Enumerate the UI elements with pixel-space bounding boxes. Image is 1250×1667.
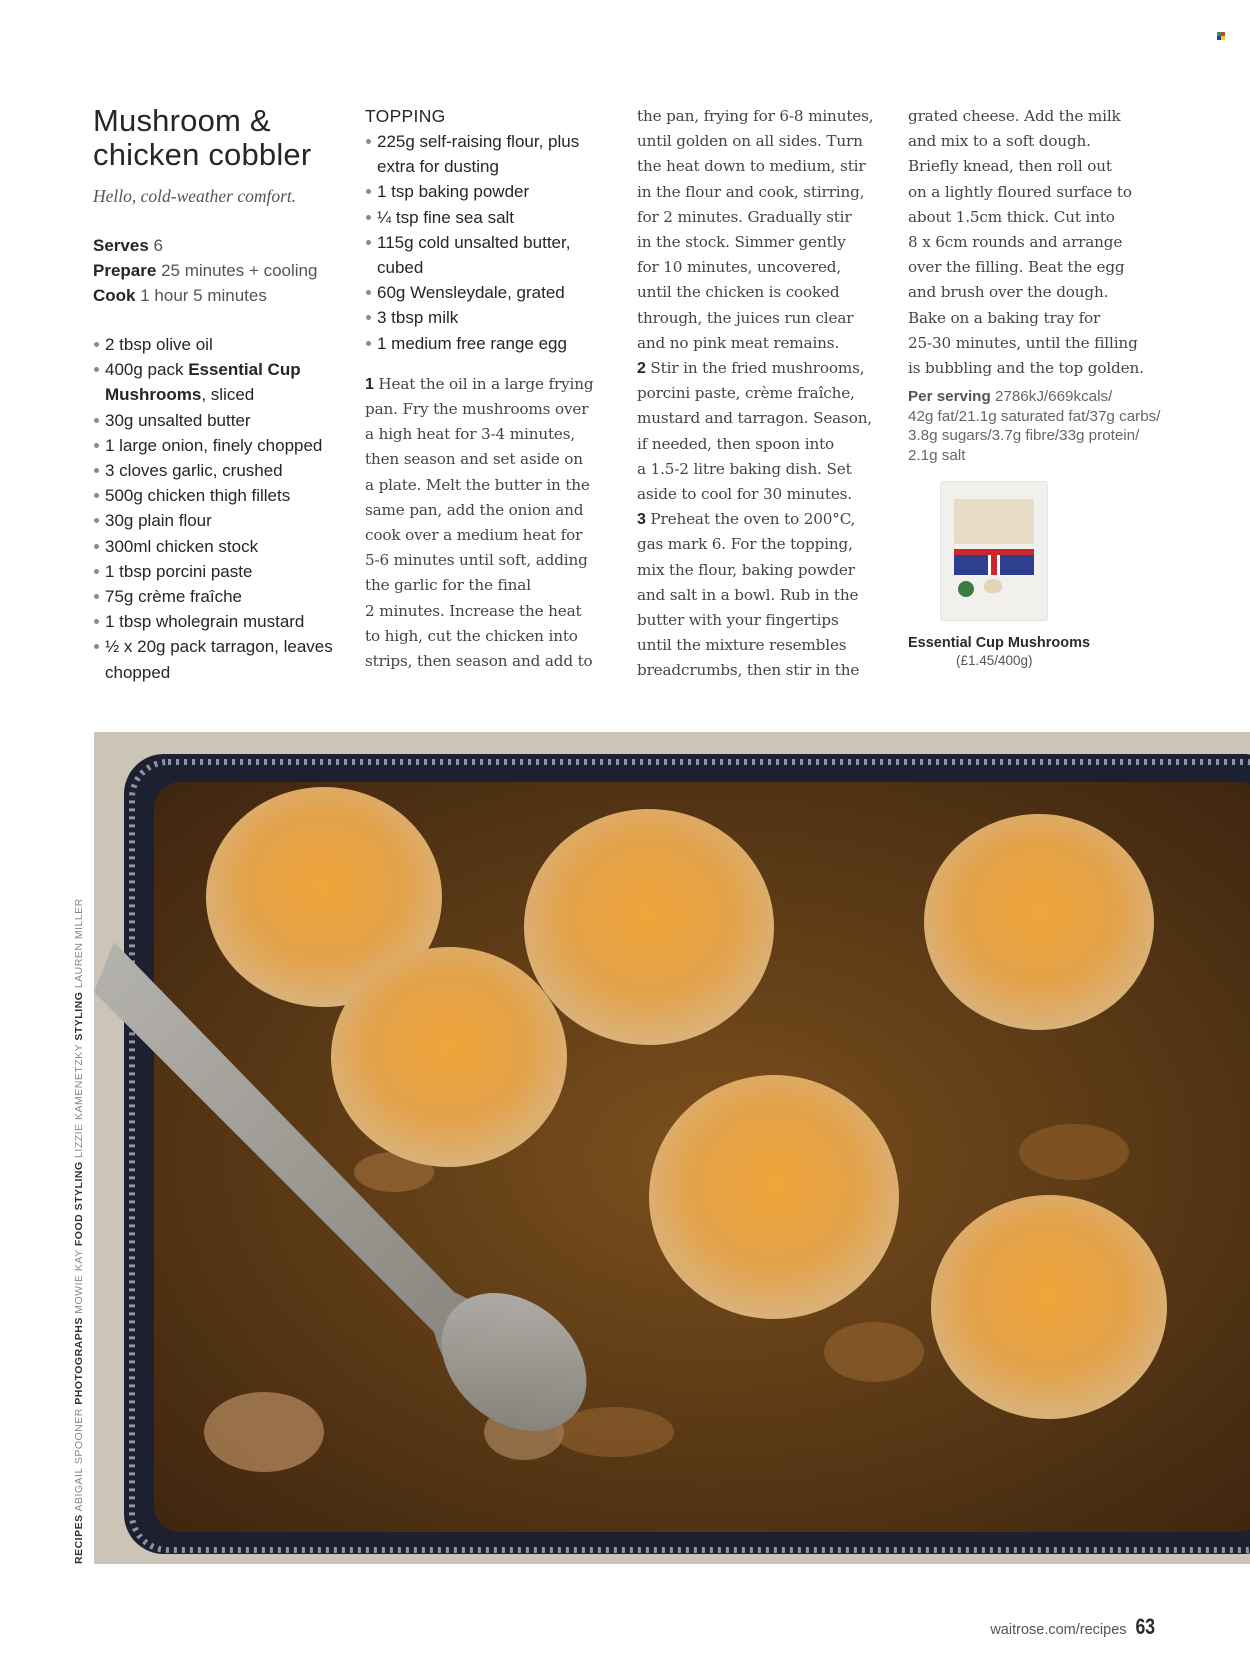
page-number: 63 [1134,1614,1155,1639]
ingredient-item: 30g plain flour [93,508,343,533]
method-line [637,356,892,381]
serves-row [93,233,343,258]
recipe-subtitle: Hello, cold-weather comfort. [93,186,297,206]
ingredient-item: 3 cloves garlic, crushed [93,458,343,483]
ingredient-item: 75g crème fraîche [93,584,343,609]
method-line: a 1.5-2 litre baking dish. Set [637,459,852,478]
method-step-1-continued [637,104,892,356]
ingredient-item: 1 tbsp wholegrain mustard [93,609,343,634]
cobbler-photo [94,732,1250,1564]
method-line: grated cheese. Add the milk [908,107,1121,125]
method-line: same pan, add the onion and [365,500,584,519]
prepare-label: Prepare [93,261,157,280]
ingredient-item: 2 tbsp olive oil [93,332,343,357]
ingredients-list [93,332,343,685]
method-line: pan. Fry the mushrooms over [365,400,589,419]
method-text: Stir in the fried mushrooms, [645,359,865,378]
title-line-1: Mushroom & [93,103,271,138]
topping-item: ¼ tsp fine sea salt [365,205,615,230]
method-line: breadcrumbs, then stir in the [637,661,860,680]
topping-item: 1 medium free range egg [365,331,615,356]
method-line: and mix to a soft dough. [908,132,1091,151]
nutrition-info [908,387,1168,465]
credit-label: FOOD STYLING [73,1161,85,1247]
product-name: Essential Cup Mushrooms [908,635,1091,652]
topping-item: 225g self-raising flour, plus extra for dusting [365,129,615,179]
topping-item: 115g cold unsalted butter, cubed [365,230,615,280]
cobbler-photo-illustration [94,732,1250,1564]
serves-value: 6 [153,236,163,255]
method-line: 2 minutes. Increase the heat [365,601,582,620]
recipe-intro-column [93,104,343,685]
method-line: porcini paste, crème fraîche, [637,384,855,403]
method-line: until the mixture resembles [637,636,847,655]
ingredient-text: 400g pack [105,360,189,380]
topping-ingredients-list [365,129,615,356]
ingredient-item: 1 large onion, finely chopped [93,433,343,458]
method-line: then season and set aside on [365,450,583,469]
method-line: about 1.5cm thick. Cut into [908,207,1115,226]
method-line: until golden on all sides. Turn [637,132,863,151]
flag-stripe [954,549,1034,555]
nutrition-label: Per serving [908,388,991,406]
method-line: for 10 minutes, uncovered, [637,258,842,277]
credit-name: MOWIE KAY [73,1246,85,1318]
nutrition-line: 2.1g salt [908,446,966,464]
nutrition-line: 42g fat/21.1g saturated fat/37g carbs/ [908,407,1161,425]
method-line: strips, then season and add to [365,652,593,671]
method-step-3-continued [908,104,1168,381]
step-number: 2 [637,360,646,378]
method-line: in the stock. Simmer gently [637,233,846,252]
nutrition-line [908,387,1168,407]
method-text: Preheat the oven to 200°C, [645,510,856,529]
method-line: mustard and tarragon. Season, [637,409,873,428]
nutrition-line: 3.8g sugars/3.7g fibre/33g protein/ [908,427,1140,445]
recipe-meta [93,233,343,308]
method-line: a plate. Melt the butter in the [365,475,590,494]
quality-badge-icon [958,581,974,597]
method-line: the pan, frying for 6-8 minutes, [637,107,874,125]
credit-name: LAUREN MILLER [73,898,85,992]
website-link[interactable]: waitrose.com/recipes [990,1622,1127,1638]
method-line: and no pink meat remains. [637,333,840,352]
method-line: gas mark 6. For the topping, [637,535,853,554]
topping-item: 1 tsp baking powder [365,179,615,204]
photo-credits [73,898,85,1564]
method-text: Heat the oil in a large frying [373,374,594,393]
mushroom-pack-image [940,481,1048,621]
nutrition-text: 2786kJ/669kcals/ [990,388,1113,406]
credit-label: RECIPES [73,1514,85,1564]
method-line: is bubbling and the top golden. [908,359,1144,378]
method-line: Bake on a baking tray for [908,308,1101,327]
cook-row [93,283,343,308]
product-feature[interactable] [908,481,1148,668]
method-line: over the filling. Beat the egg [908,258,1125,277]
serves-label: Serves [93,236,149,255]
ingredient-item: 30g unsalted butter [93,408,343,433]
method-line [365,372,615,397]
ingredient-text: , sliced [201,385,255,405]
cook-label: Cook [93,286,136,305]
method-line: cook over a medium heat for [365,526,583,545]
ingredient-item: 300ml chicken stock [93,534,343,559]
step-number: 3 [637,511,646,529]
mushroom-icon [984,579,1002,593]
method-line: the garlic for the final [365,576,531,595]
method-line: to high, cut the chicken into [365,626,578,645]
product-price: (£1.45/400g) [956,653,1033,669]
ingredient-item [93,357,343,407]
method-line: 8 x 6cm rounds and arrange [908,233,1123,252]
credit-label: PHOTOGRAPHS [73,1317,85,1405]
prepare-row [93,258,343,283]
method-column-3 [637,104,892,684]
credit-label: STYLING [73,991,85,1041]
method-line: and salt in a bowl. Rub in the [637,585,859,604]
topping-heading: TOPPING [365,106,446,126]
method-line: if needed, then spoon into [637,434,835,453]
method-step-1 [365,372,615,674]
method-line [637,507,892,532]
method-line: Briefly knead, then roll out [908,157,1112,176]
step-number: 1 [365,375,374,393]
topping-and-step1-column [365,104,615,674]
method-line: for 2 minutes. Gradually stir [637,207,852,226]
method-line: 25-30 minutes, until the filling [908,333,1138,352]
method-line: in the flour and cook, stirring, [637,182,865,201]
method-step-3 [637,507,892,683]
topping-item: 60g Wensleydale, grated [365,280,615,305]
method-line: until the chicken is cooked [637,283,840,302]
page-footer [990,1614,1157,1640]
cook-value: 1 hour 5 minutes [140,286,267,305]
credit-name: ABIGAIL SPOONER [73,1404,85,1515]
method-step-2 [637,356,892,507]
method-line: the heat down to medium, stir [637,157,866,176]
method-line: and brush over the dough. [908,283,1109,302]
pack-label [954,499,1034,544]
recipe-title [93,104,343,172]
title-line-2: chicken cobbler [93,137,312,172]
ingredient-item: 500g chicken thigh fillets [93,483,343,508]
ingredient-product-name: Essential Cup Mushrooms [105,360,301,405]
method-line: through, the juices run clear [637,308,854,327]
credit-name: LIZZIE KAMENETZKY [73,1040,85,1162]
method-line: 5-6 minutes until soft, adding [365,551,588,570]
method-line: aside to cool for 30 minutes. [637,485,852,504]
ingredient-item: 1 tbsp porcini paste [93,559,343,584]
topping-item: 3 tbsp milk [365,305,615,330]
method-line: butter with your fingertips [637,611,839,630]
method-column-4 [908,104,1168,668]
waitrose-logo-icon [1217,32,1225,40]
method-line: mix the flour, baking powder [637,560,855,579]
prepare-value: 25 minutes + cooling [161,261,318,280]
method-line: on a lightly floured surface to [908,182,1132,201]
ingredient-item: ½ x 20g pack tarragon, leaves chopped [93,634,343,684]
method-line: a high heat for 3-4 minutes, [365,425,576,444]
